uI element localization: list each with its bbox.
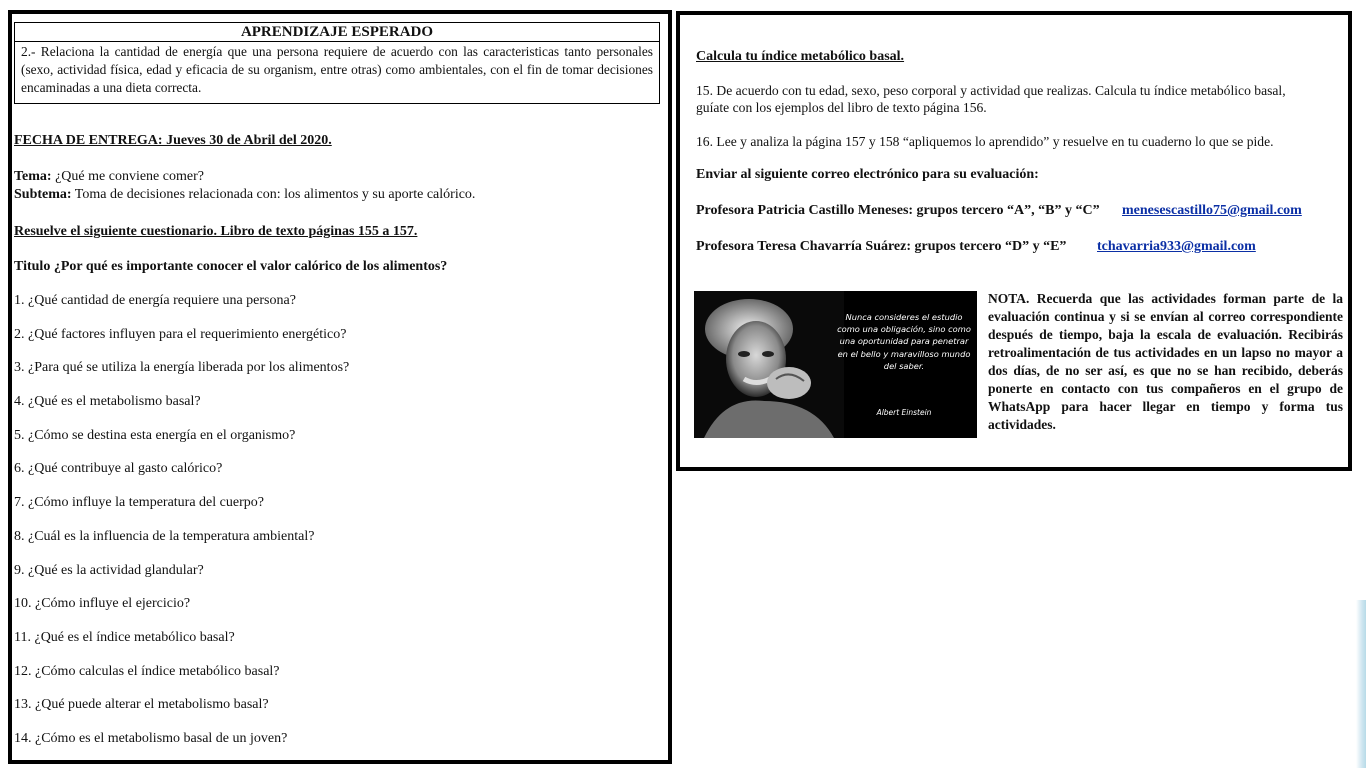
aprendizaje-title: APRENDIZAJE ESPERADO <box>15 23 659 42</box>
question-item: 11. ¿Qué es el índice metabólico basal? <box>14 630 235 645</box>
question-item: 6. ¿Qué contribuye al gasto calórico? <box>14 461 223 476</box>
right-heading: Calcula tu índice metabólico basal. <box>696 49 905 64</box>
question-item: 5. ¿Cómo se destina esta energía en el organismo? <box>14 428 296 443</box>
aprendizaje-esperado-box <box>14 22 660 104</box>
question-item: 3. ¿Para qué se utiliza la energía liberada por los alimentos? <box>14 360 350 375</box>
question-16: 16. Lee y analiza la página 157 y 158 “apliquemos lo aprendido” y resuelve en tu cuaderno lo que se pide. <box>696 134 1274 149</box>
decorative-edge-strip <box>1356 600 1366 768</box>
email-link-2[interactable]: tchavarria933@gmail.com <box>1097 239 1256 254</box>
question-item: 8. ¿Cuál es la influencia de la temperatura ambiental? <box>14 529 315 544</box>
teacher-2: Profesora Teresa Chavarría Suárez: grupos tercero “D” y “E” <box>696 239 1067 254</box>
question-item: 4. ¿Qué es el metabolismo basal? <box>14 394 201 409</box>
tema-line <box>14 169 204 185</box>
question-15-line1: 15. De acuerdo con tu edad, sexo, peso corporal y actividad que realizas. Calcula tu índice metabólico basal, <box>696 83 1286 98</box>
subtema-label: Subtema: <box>14 187 72 202</box>
question-item: 7. ¿Cómo influye la temperatura del cuerpo? <box>14 495 264 510</box>
question-item: 13. ¿Qué puede alterar el metabolismo basal? <box>14 697 269 712</box>
question-item: 10. ¿Cómo influye el ejercicio? <box>14 596 191 611</box>
question-set-title: Titulo ¿Por qué es importante conocer el valor calórico de los alimentos? <box>14 259 448 274</box>
question-item: 9. ¿Qué es la actividad glandular? <box>14 563 204 578</box>
resuelve-instruction: Resuelve el siguiente cuestionario. Libro de texto páginas 155 a 157. <box>14 224 418 239</box>
einstein-portrait-icon <box>694 291 844 438</box>
nota-paragraph: NOTA. Recuerda que las actividades forman parte de la evaluación continua y si se envían al correo correspondiente después de tiempo, baja la escala de evaluación. Recibirás retroalimentación de tus actividades en un lapso no mayor a dos días, de no ser así, es que no se han recibido, deberás ponerte en contacto con tus compañeros en el grupo de WhatsApp para hacer llegar en tiempo y forma tus actividades. <box>988 291 1343 432</box>
question-item: 12. ¿Cómo calculas el índice metabólico basal? <box>14 664 280 679</box>
teacher-1: Profesora Patricia Castillo Meneses: grupos tercero “A”, “B” y “C” <box>696 203 1100 218</box>
email-link-1[interactable]: menesescastillo75@gmail.com <box>1122 203 1302 218</box>
question-15-line2: guíate con los ejemplos del libro de texto página 156. <box>696 100 987 115</box>
question-item: 2. ¿Qué factores influyen para el requerimiento energético? <box>14 327 347 342</box>
aprendizaje-text: 2.- Relaciona la cantidad de energía que una persona requiere de acuerdo con las caracteristicas tanto personales (sexo, actividad física, edad y eficacia de su organism, entre otras) como ambientales, con el fin de tomar decisiones encaminadas a una dieta correcta. <box>21 44 653 95</box>
subtema-value: Toma de decisiones relacionada con: los alimentos y su aporte calórico. <box>71 187 476 202</box>
question-item: 1. ¿Qué cantidad de energía requiere una persona? <box>14 293 296 308</box>
left-page-panel <box>8 10 672 764</box>
subtema-line <box>14 187 475 203</box>
question-item: 14. ¿Cómo es el metabolismo basal de un joven? <box>14 731 288 746</box>
tema-label: Tema: <box>14 169 52 184</box>
fecha-entrega: FECHA DE ENTREGA: Jueves 30 de Abril del 2020. <box>14 133 332 148</box>
einstein-quote-image <box>694 291 977 438</box>
einstein-quote-text: Nunca consideres el estudio como una obligación, sino como una oportunidad para penetrar en el bello y maravilloso mundo del saber. <box>837 312 971 371</box>
einstein-quote-author: Albert Einstein <box>876 408 932 417</box>
tema-value: ¿Qué me conviene comer? <box>51 169 204 184</box>
enviar-instruction: Enviar al siguiente correo electrónico para su evaluación: <box>696 167 1039 182</box>
